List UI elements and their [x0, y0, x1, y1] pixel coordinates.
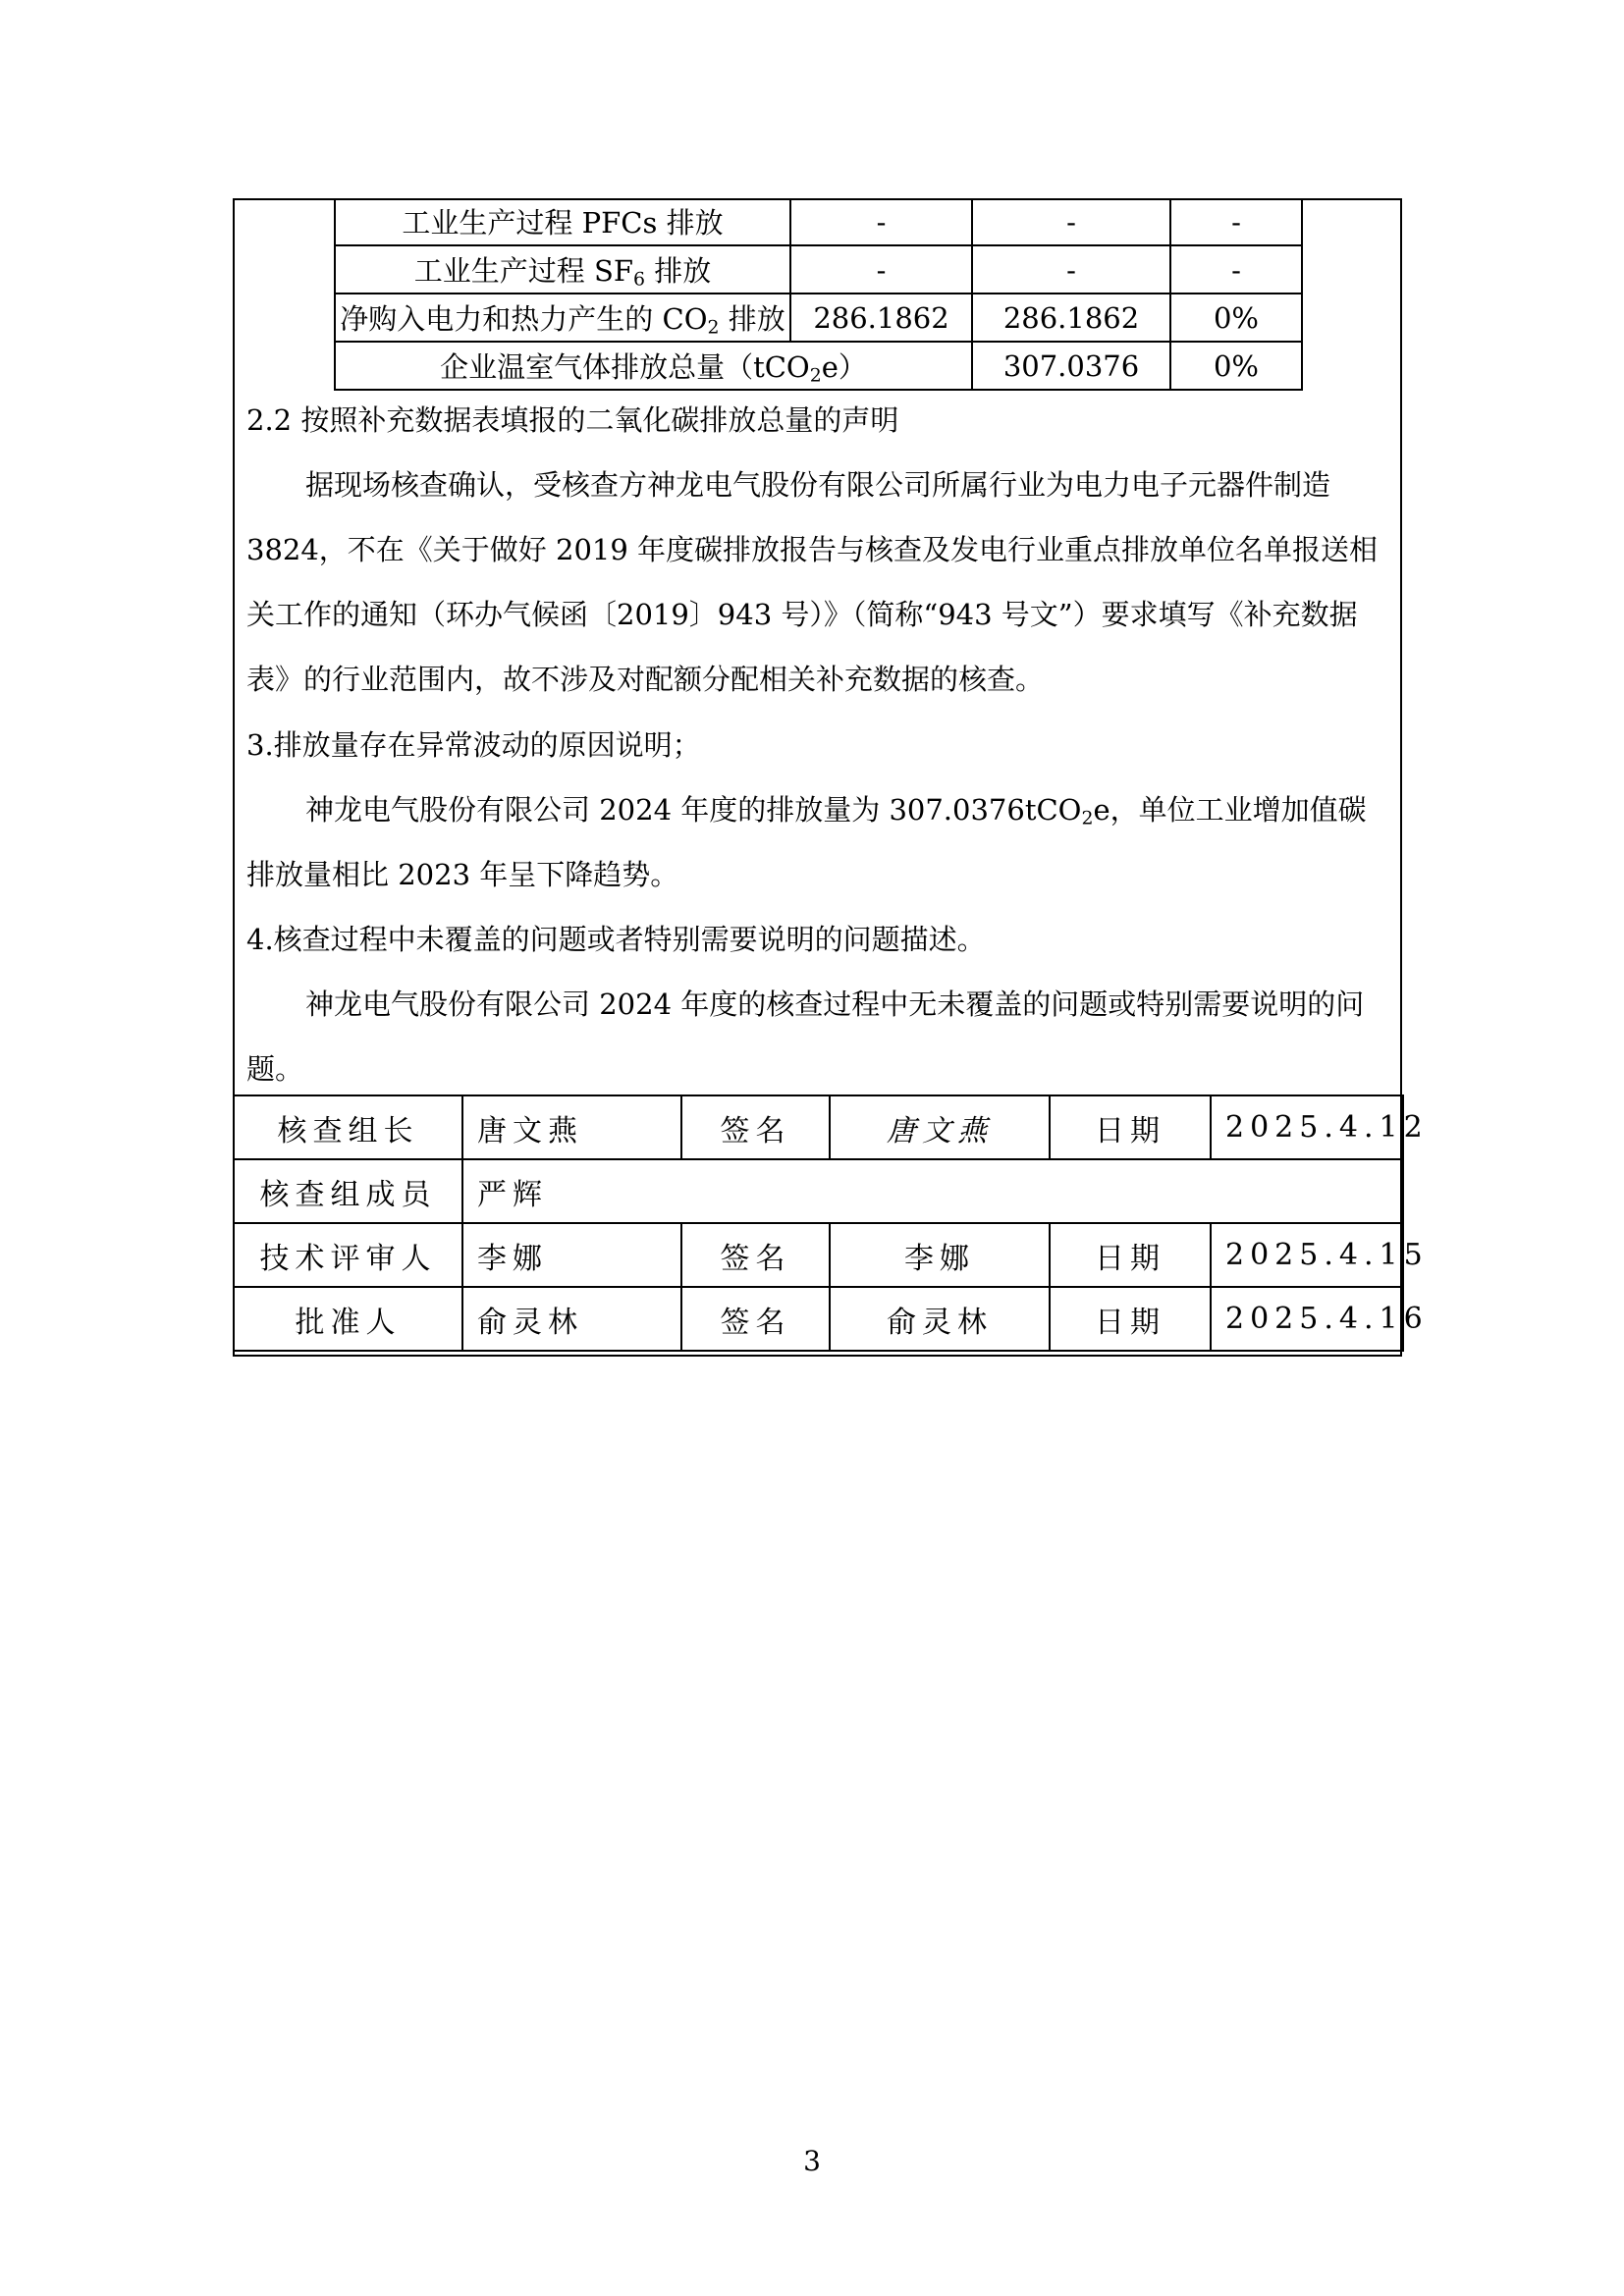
- cell-value: -: [972, 198, 1170, 245]
- role-label: 核查组成员: [234, 1159, 462, 1223]
- role-label: 核查组长: [234, 1095, 462, 1159]
- cell-value: 286.1862: [790, 294, 972, 342]
- person-name: 李娜: [462, 1223, 681, 1287]
- role-label: 批准人: [234, 1287, 462, 1351]
- date-label: 日期: [1050, 1287, 1211, 1351]
- section-3-heading: 3.排放量存在异常波动的原因说明；: [246, 728, 701, 762]
- table-row: [234, 1223, 1403, 1287]
- cell-value: -: [1170, 198, 1302, 245]
- cell-value: -: [972, 245, 1170, 294]
- total-value: 307.0376: [972, 342, 1170, 390]
- cell-value: -: [790, 245, 972, 294]
- section-4-body: 神龙电气股份有限公司 2024 年度的核查过程中无未覆盖的问题或特别需要说明的问题。: [246, 988, 1365, 1086]
- emissions-table: [334, 198, 1303, 391]
- table-row: [234, 1287, 1403, 1351]
- date-label: 日期: [1050, 1095, 1211, 1159]
- section-4-heading: 4.核查过程中未覆盖的问题或者特别需要说明的问题描述。: [246, 923, 986, 956]
- row-label: 工业生产过程 $SF_6$ 排放: [335, 245, 790, 294]
- cell-value: -: [790, 198, 972, 245]
- row-label: 净购入电力和热力产生的 $CO_2$ 排放: [335, 294, 790, 342]
- cell-value: -: [1170, 245, 1302, 294]
- handwritten-signature: 唐文燕: [830, 1095, 1050, 1159]
- signature-table: [233, 1095, 1429, 1352]
- page-number: 3: [803, 2145, 821, 2177]
- table-row-total: [335, 342, 1302, 390]
- section-2-2-body: 据现场核查确认，受核查方神龙电气股份有限公司所属行业为电力电子元器件制造 3824，不在《关于做好 2019 年度碳排放报告与核查及发电行业重点排放单位名单报送相关工作的通知（环办气候函〔2019〕943 号）》（简称“943 号文”）要求填写《补充数据表》的行业范围内，故不涉及对配额分配相关补充数据的核查。: [246, 468, 1379, 696]
- row-label: 工业生产过程 PFCs 排放: [335, 198, 790, 245]
- section-2-2-heading: 2.2 按照补充数据表填报的二氧化碳排放总量的声明: [246, 403, 899, 437]
- signature-text: 俞灵林: [830, 1287, 1050, 1351]
- date-label: 日期: [1050, 1223, 1211, 1287]
- table-row: [234, 1095, 1403, 1159]
- role-label: 技术评审人: [234, 1223, 462, 1287]
- cell-value: 0%: [1170, 294, 1302, 342]
- row-label: 企业温室气体排放总量（tCO$_2$e）: [335, 342, 972, 390]
- date-value: 2025.4.12: [1211, 1095, 1403, 1159]
- person-name: 严辉: [462, 1159, 1403, 1223]
- person-name: 俞灵林: [462, 1287, 681, 1351]
- sign-label: 签名: [681, 1287, 830, 1351]
- signature-text: 李娜: [830, 1223, 1050, 1287]
- total-pct: 0%: [1170, 342, 1302, 390]
- sign-label: 签名: [681, 1095, 830, 1159]
- section-3-body: 神龙电气股份有限公司 2024 年度的排放量为 307.0376tCO$_2$e，单位工业增加值碳排放量相比 2023 年呈下降趋势。: [246, 793, 1367, 891]
- table-row: [234, 1159, 1403, 1223]
- table-row: [335, 294, 1302, 342]
- cell-value: 286.1862: [972, 294, 1170, 342]
- table-row: [335, 198, 1302, 245]
- person-name: 唐文燕: [462, 1095, 681, 1159]
- table-row: [335, 245, 1302, 294]
- sign-label: 签名: [681, 1223, 830, 1287]
- date-value: 2025.4.16: [1211, 1287, 1403, 1351]
- date-value: 2025.4.15: [1211, 1223, 1403, 1287]
